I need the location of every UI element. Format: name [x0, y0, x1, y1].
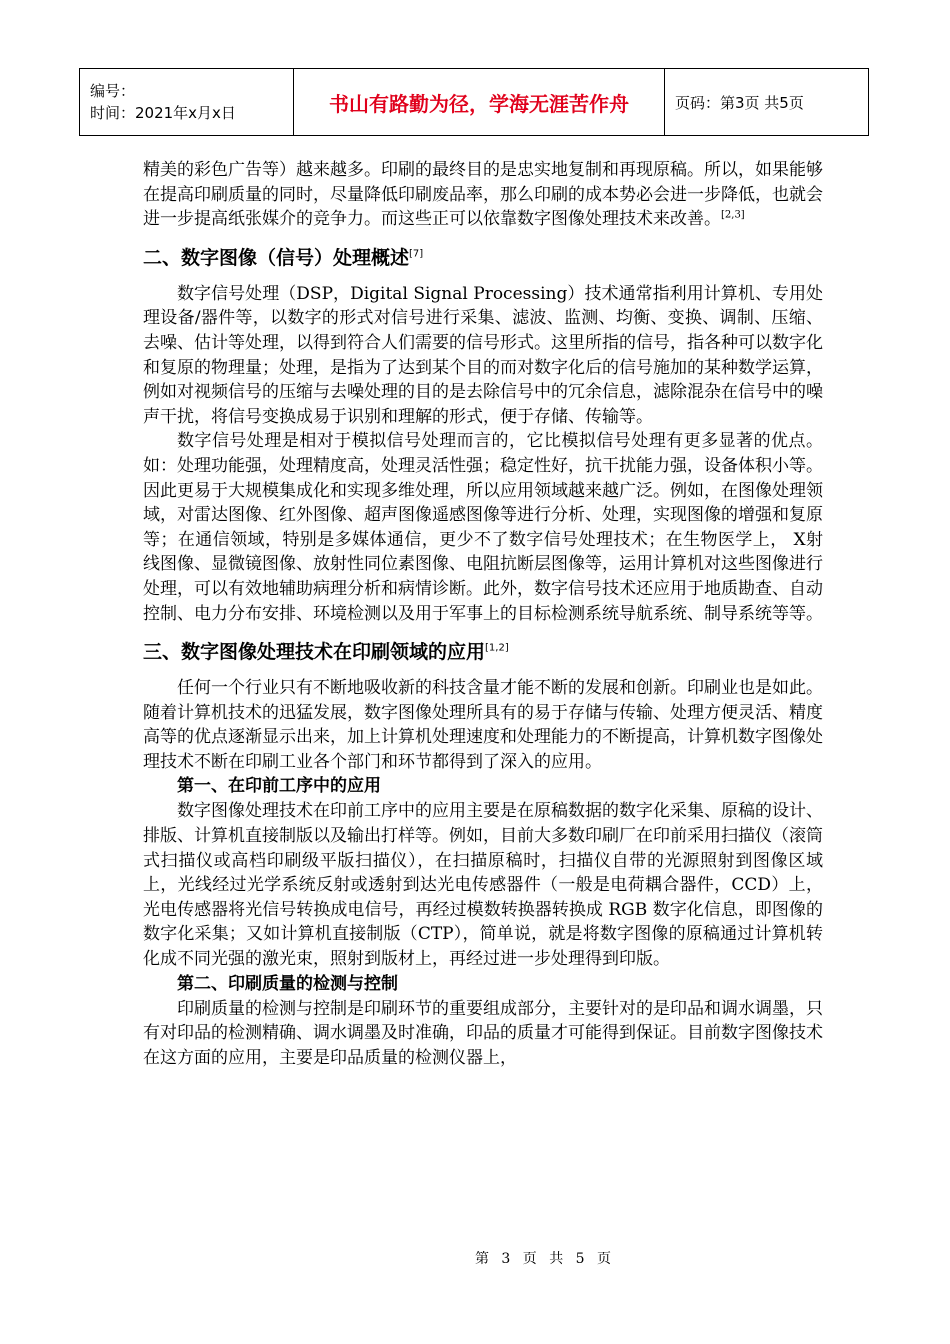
header-meta [80, 69, 294, 136]
text: 第二、印刷质量的检测与控制 [177, 973, 398, 994]
paragraph [143, 158, 823, 232]
citation: [7] [409, 248, 424, 260]
text: 印刷质量的检测与控制是印刷环节的重要组成部分，主要针对的是印品和调水调墨，只有对印品的检测精确、调水调墨及时准确，印品的质量才可能得到保证。目前数字图像技术在这方面的应用，主要是印品质量的检测仪器上， [143, 998, 823, 1068]
section-heading [143, 244, 823, 272]
paragraph [143, 282, 823, 430]
text: 数字信号处理（DSP，Digital Signal Processing）技术通常指利用计算机、专用处理设备/器件等，以数字的形式对信号进行采集、滤波、监测、均衡、变换、调制、压缩、去噪、估计等处理，以得到符合人们需要的信号形式。这里所指的信号，指各种可以数字化和复原的物理量；处理，是指为了达到某个目的而对数字化后的信号施加的某种数学运算，例如对视频信号的压缩与去噪处理的目的是去除信号中的冗余信息，滤除混杂在信号中的噪声干扰，将信号变换成易于识别和理解的形式，便于存储、传输等。 [143, 283, 823, 427]
text: 数字信号处理是相对于模拟信号处理而言的，它比模拟信号处理有更多显著的优点。如：处理功能强，处理精度高，处理灵活性强；稳定性好，抗干扰能力强，设备体积小等。因此更易于大规模集成化和实现多维处理，所以应用领域越来越广泛。例如，在图像处理领域，对雷达图像、红外图像、超声图像遥感图像等进行分析、处理，实现图像的增强和复原等；在通信领域，特别是多媒体通信，更少不了数字信号处理技术；在生物医学上， X射线图像、显微镜图像、放射性同位素图像、电阻抗断层图像等，运用计算机对这些图像进行处理，可以有效地辅助病理分析和病情诊断。此外，数字信号技术还应用于地质勘查、自动控制、电力分布安排、环境检测以及用于军事上的目标检测系统导航系统、制导系统等等。 [143, 431, 823, 624]
subsection-heading [143, 972, 823, 997]
citation: [1,2] [485, 642, 509, 654]
document-body [143, 158, 823, 1070]
text: 任何一个行业只有不断地吸收新的科技含量才能不断的发展和创新。印刷业也是如此。随着计算机技术的迅猛发展，数字图像处理所具有的易于存储与传输、处理方便灵活、精度高等的优点逐渐显示出来，加上计算机处理速度和处理能力的不断提高，计算机数字图像处理技术不断在印刷工业各个部门和环节都得到了深入的应用。 [143, 678, 823, 772]
text: 二、数字图像（信号）处理概述 [143, 246, 410, 269]
subsection-heading [143, 774, 823, 799]
paragraph [143, 676, 823, 774]
citation: [2,3] [721, 209, 745, 221]
header-table [79, 68, 869, 136]
text: 数字图像处理技术在印前工序中的应用主要是在原稿数据的数字化采集、原稿的设计、排版、计算机直接制版以及输出打样等。例如，目前大多数印刷厂在印前采用扫描仪（滚筒式扫描仪或高档印刷级平版扫描仪），在扫描原稿时，扫描仪自带的光源照射到图像区域上，光线经过光学系统反射或透射到达光电传感器件（一般是电荷耦合器件，CCD）上，光电传感器将光信号转换成电信号，再经过模数转换器转换成 RGB 数字化信息，即图像的数字化采集；又如计算机直接制版（CTP），简单说，就是将数字图像的原稿通过计算机转化成不同光强的激光束，照射到版材上，再经过进一步处理得到印版。 [143, 801, 823, 970]
text: 第一、在印前工序中的应用 [177, 776, 381, 797]
paragraph [143, 429, 823, 626]
paragraph [143, 799, 823, 971]
motto: 书山有路勤为径，学海无涯苦作舟 [294, 69, 665, 136]
text: 三、数字图像处理技术在印刷领域的应用 [143, 641, 486, 664]
section-heading [143, 638, 823, 666]
text: 精美的彩色广告等）越来越多。印刷的最终目的是忠实地复制和再现原稿。所以，如果能够在提高印刷质量的同时，尽量降低印刷废品率，那么印刷的成本势必会进一步降低，也就会进一步提高纸张媒介的竞争力。而这些正可以依靠数字图像处理技术来改善。 [143, 160, 823, 230]
time-label: 时间：2021年x月x日 [90, 104, 236, 122]
page-footer: 第 3 页 共 5 页 [474, 1251, 616, 1267]
number-label: 编号： [90, 82, 136, 100]
paragraph [143, 997, 823, 1071]
page-info: 页码：第3页 共5页 [665, 69, 869, 136]
